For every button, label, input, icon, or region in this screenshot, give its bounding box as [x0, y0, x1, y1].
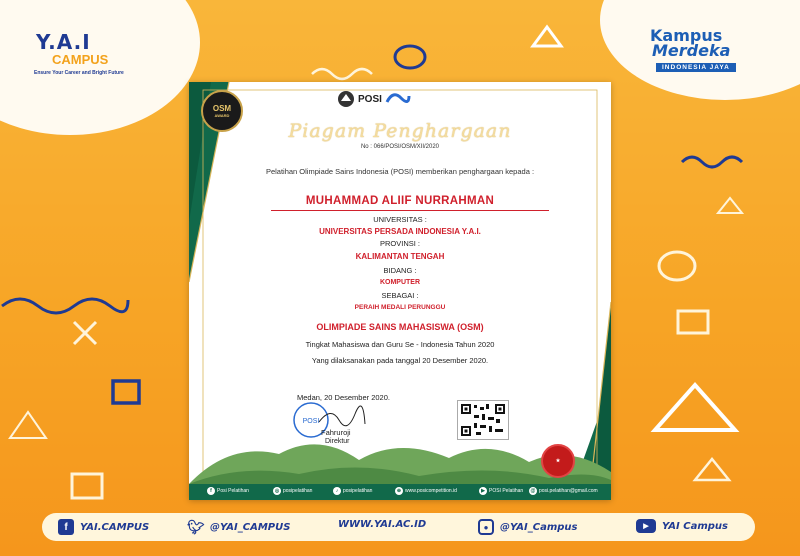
posi-logo-text: POSI: [358, 93, 382, 105]
footer-tiktok: [333, 487, 372, 495]
social-label: @YAI_Campus: [500, 521, 578, 533]
footer-youtube: [479, 487, 523, 495]
footer-facebook: [207, 487, 249, 495]
yai-campus-logo: [32, 28, 142, 78]
tiktok-icon: ♪: [333, 487, 341, 495]
osm-badge-main: OSM: [212, 104, 232, 113]
kampus-merdeka-logo: [650, 26, 775, 76]
certificate-intro: Pelatihan Olimpiade Sains Indonesia (POSI) memberikan penghargaan kepada :: [265, 167, 535, 176]
twitter-icon: 🐦︎: [187, 518, 205, 535]
youtube-icon: ▶: [636, 519, 656, 533]
place-date: Medan, 20 Desember 2020.: [297, 393, 390, 402]
yai-logo-campus: CAMPUS: [52, 52, 109, 67]
footer-text: POSI Pelatihan: [489, 488, 524, 494]
facebook-icon: f: [58, 519, 74, 535]
field-label: BIDANG :: [383, 266, 417, 275]
footer-text: www.posicompetition.id: [405, 488, 457, 494]
event-name: OLIMPIADE SAINS MAHASISWA (OSM): [316, 322, 484, 332]
footer-text: posi.pelatihan@gmail.com: [539, 488, 598, 494]
decor-wave-right: [680, 150, 750, 170]
decor-wave-left: [0, 288, 130, 318]
social-youtube[interactable]: [636, 519, 728, 533]
osm-badge-sub: AWARD: [214, 113, 230, 118]
role-value: PERAIH MEDALI PERUNGGU: [354, 304, 446, 311]
decor-square-right: [675, 308, 715, 338]
signer-name: Fahruroji: [321, 428, 351, 437]
posi-logo: [337, 88, 411, 110]
university-label: UNIVERSITAS :: [373, 215, 427, 224]
decor-square-navy: [110, 378, 144, 412]
stamp-text: POSI: [302, 418, 320, 425]
certificate-title: Piagam Penghargaan: [288, 120, 512, 142]
social-website[interactable]: [338, 519, 426, 530]
province-value: KALIMANTAN TENGAH: [355, 252, 445, 261]
social-label: WWW.YAI.AC.ID: [338, 519, 427, 530]
decor-triangle-top: [530, 24, 564, 50]
field-value: KOMPUTER: [379, 279, 421, 286]
event-level: Tingkat Mahasiswa dan Guru Se - Indonesia Tahun 2020: [305, 340, 495, 349]
certificate: [189, 82, 611, 500]
decor-triangle-right-small: [715, 195, 745, 217]
social-label: YAI.CAMPUS: [80, 521, 150, 533]
decor-cross-left: [70, 318, 100, 348]
event-held-date: Yang dilaksanakan pada tanggal 20 Desember 2020.: [311, 356, 489, 365]
decor-circle-top: [390, 42, 430, 72]
university-value: UNIVERSITAS PERSADA INDONESIA Y.A.I.: [319, 227, 481, 236]
signer-role: Direktur: [325, 438, 350, 445]
decor-triangle-right-bottom: [692, 456, 732, 484]
role-label: SEBAGAI :: [381, 291, 419, 300]
recipient-name-underline: [271, 210, 549, 211]
certificate-number: No : 066/POSI/OSM/XII/2020: [360, 144, 440, 150]
qr-code-icon: [457, 400, 509, 440]
footer-text: posipelatihan: [283, 488, 313, 494]
social-bar: [42, 513, 755, 541]
province-label: PROVINSI :: [379, 239, 420, 248]
yai-logo-title: Y.A.I: [36, 30, 91, 54]
decor-circle-right: [652, 246, 702, 286]
social-twitter[interactable]: [188, 519, 290, 535]
partner-logo-icon: [385, 90, 411, 108]
footer-email: [529, 487, 598, 495]
instagram-icon: ●: [478, 519, 494, 535]
red-seal-icon: ★: [541, 444, 575, 478]
decor-wave-top: [310, 62, 380, 82]
kampus-merdeka-line3: INDONESIA JAYA: [656, 63, 736, 72]
footer-text: posipelatihan: [343, 488, 373, 494]
social-facebook[interactable]: [58, 519, 149, 535]
recipient-name: MUHAMMAD ALIIF NURRAHMAN: [305, 195, 495, 207]
instagram-icon: ◎: [274, 488, 280, 494]
footer-website: [395, 487, 457, 495]
social-instagram[interactable]: [478, 519, 577, 535]
youtube-icon: ▶: [479, 487, 487, 495]
decor-triangle-right-large: [650, 380, 740, 435]
yai-logo-tagline: Ensure Your Career and Bright Future: [34, 70, 124, 76]
kampus-merdeka-line2: Merdeka: [652, 41, 731, 60]
social-label: @YAI_CAMPUS: [210, 521, 291, 533]
footer-instagram: [273, 487, 312, 495]
social-label: YAI Campus: [662, 520, 728, 532]
email-icon: @: [530, 488, 536, 494]
globe-icon: ⊕: [396, 488, 402, 494]
posi-emblem-icon: [337, 90, 355, 108]
certificate-footer: [189, 484, 611, 500]
facebook-icon: f: [207, 487, 215, 495]
kampus-merdeka-line1: Kampus: [650, 26, 723, 45]
footer-text: Posi Pelatihan: [217, 488, 249, 494]
decor-triangle-left: [8, 410, 48, 440]
decor-square-light: [70, 472, 110, 502]
